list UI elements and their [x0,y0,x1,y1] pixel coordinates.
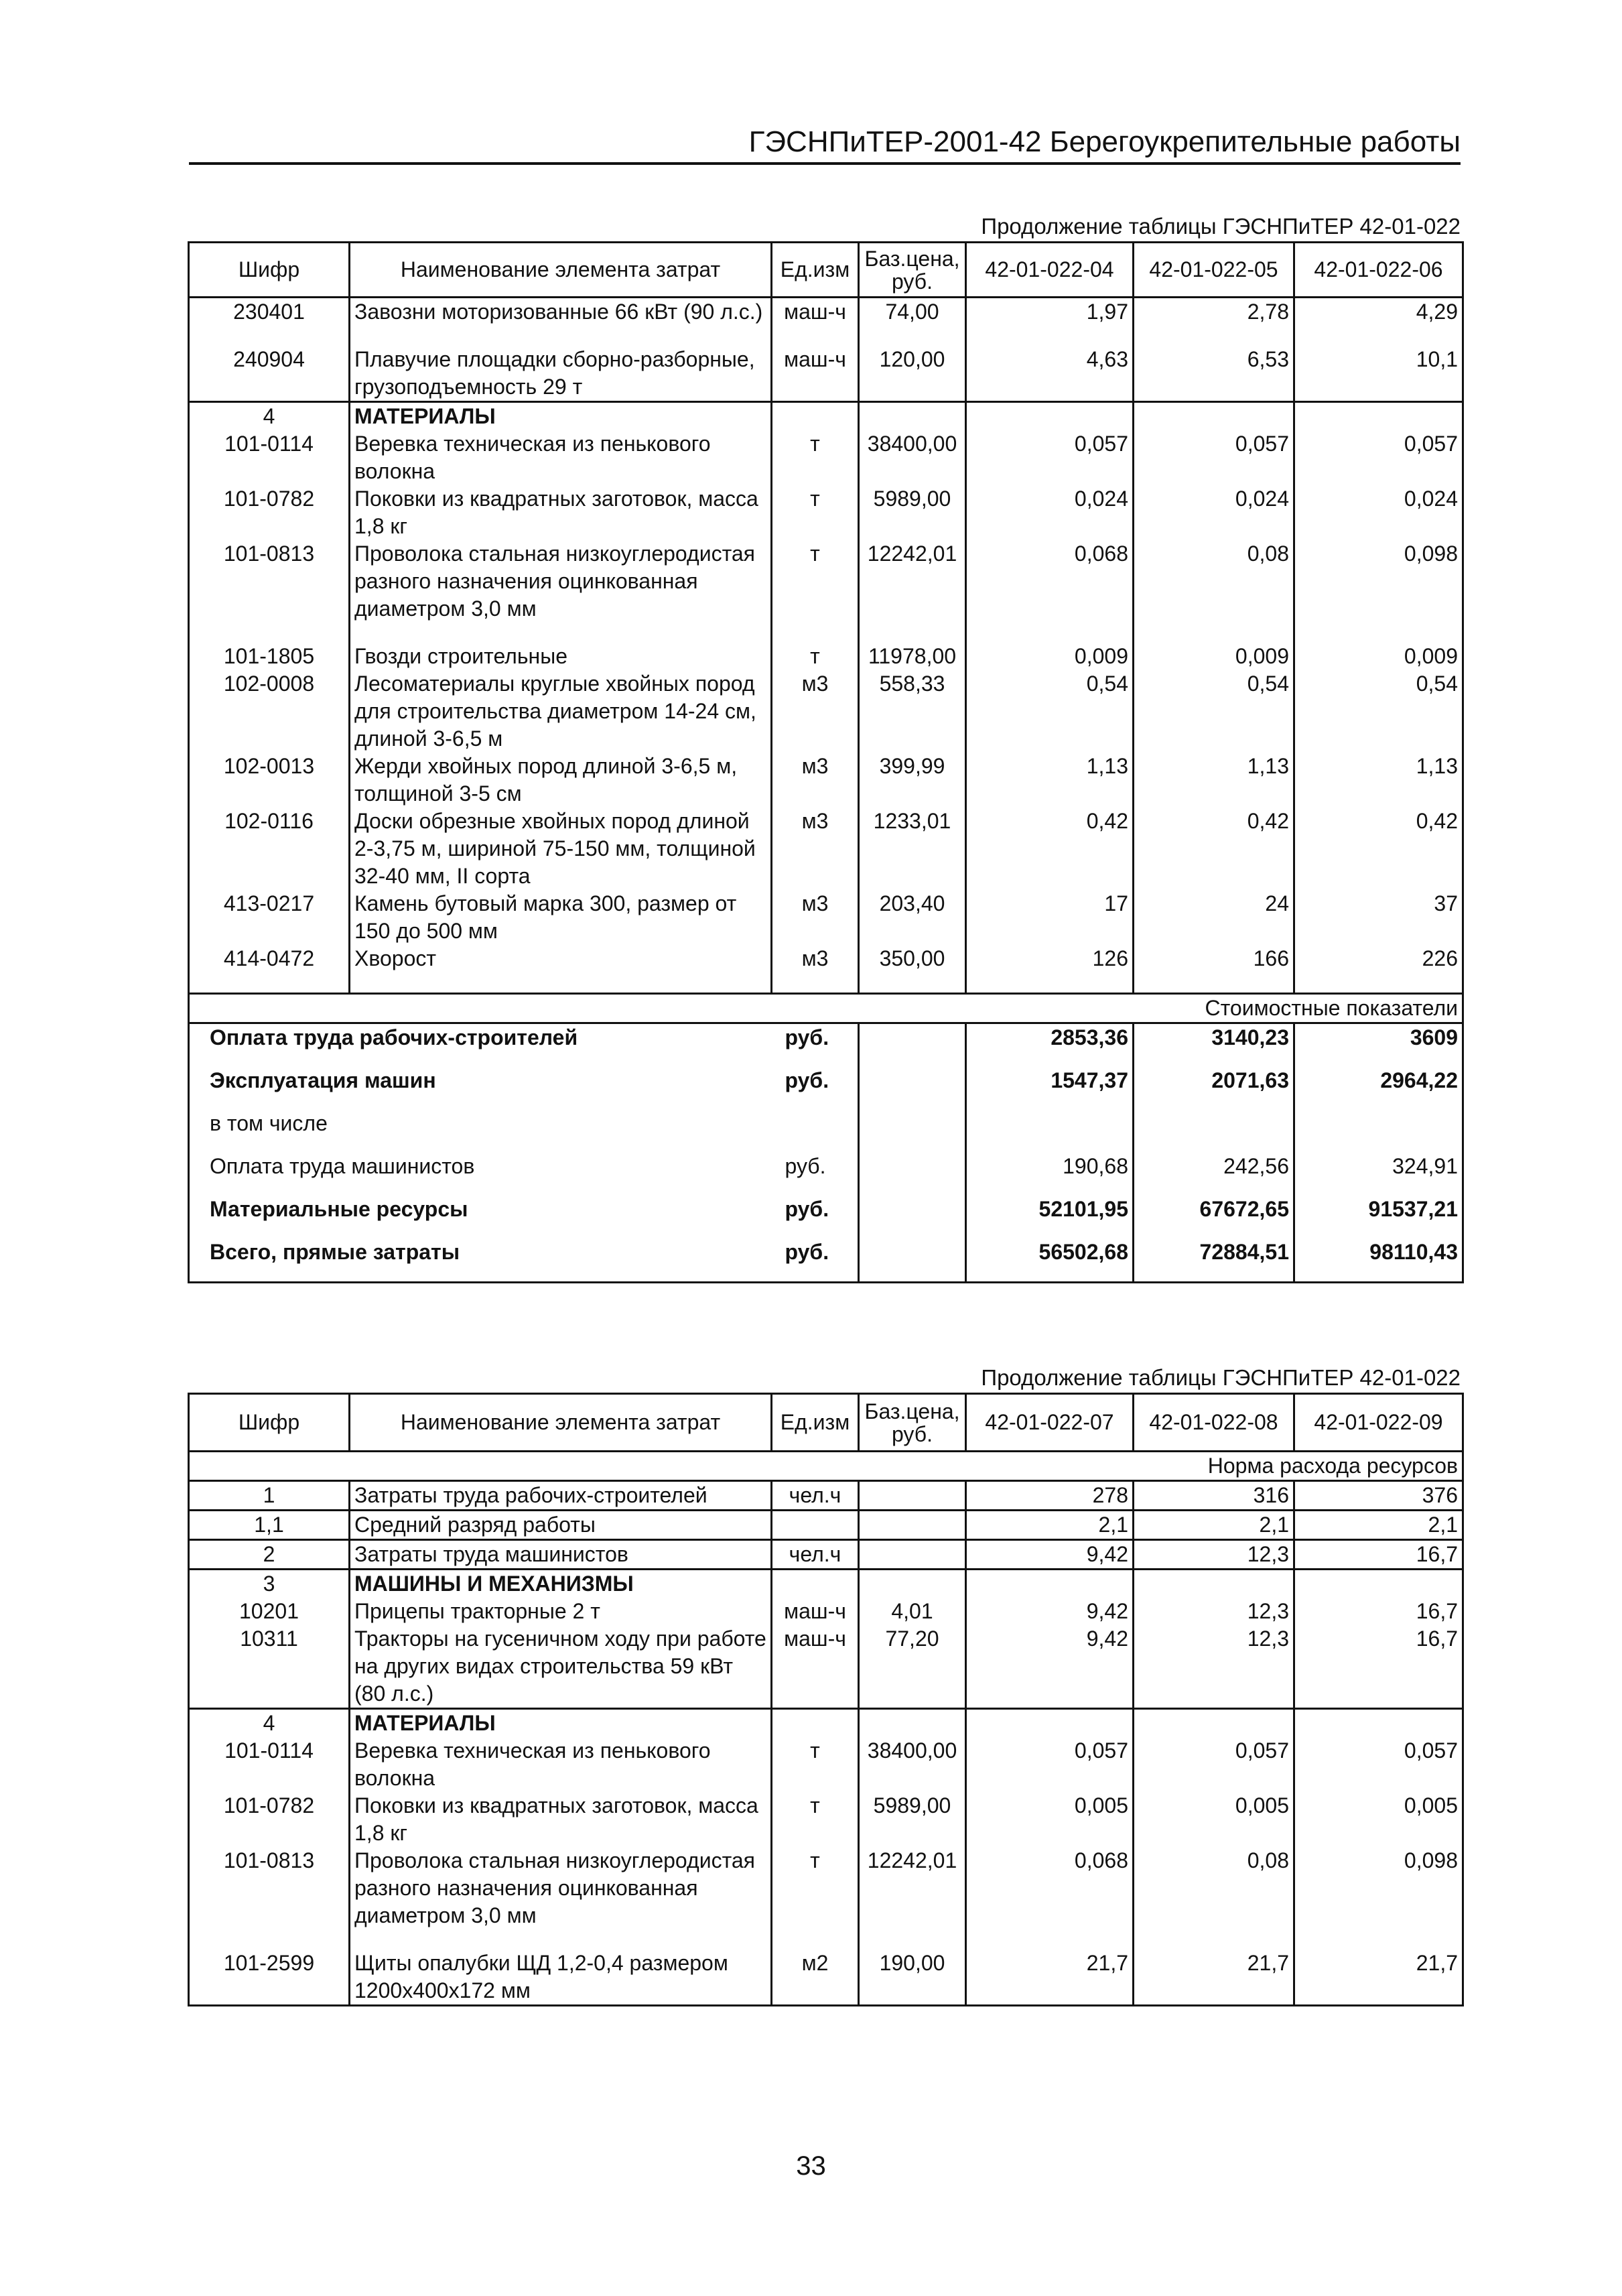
summary-row [189,1196,1463,1238]
name-cell: Проволока стальная низкоуглеродистая разного назначения оцинкованная диаметром 3,0 мм [350,540,772,623]
price-cell: 203,40 [859,890,966,945]
value-cell: 6,53 [1134,346,1294,402]
name-cell: Щиты опалубки ЩД 1,2-0,4 размером 1200х400х172 мм [350,1950,772,2006]
summary-value: 91537,21 [1294,1196,1463,1238]
table-row [189,430,1463,485]
summary-row [189,1238,1463,1283]
value-cell: 0,057 [966,430,1134,485]
summary-unit [772,1110,859,1153]
summary-value: 2853,36 [966,1023,1134,1068]
value-cell: 0,08 [1134,1847,1294,1929]
value-cell: 10,1 [1294,346,1463,402]
section-row [189,1709,1463,1738]
value-cell: 21,7 [966,1950,1134,2006]
section-row [189,1570,1463,1598]
value-cell: 16,7 [1294,1625,1463,1709]
value-cell: 226 [1294,945,1463,972]
code-cell: 102-0013 [189,753,350,808]
summary-value: 56502,68 [966,1238,1134,1283]
value-cell: 16,7 [1294,1540,1463,1570]
table2-caption: Продолжение таблицы ГЭСНПиТЕР 42-01-022 [981,1365,1461,1390]
value-cell: 12,3 [1134,1625,1294,1709]
unit-cell: маш-ч [772,298,859,326]
value-cell: 0,009 [966,643,1134,670]
table1-caption: Продолжение таблицы ГЭСНПиТЕР 42-01-022 [981,214,1461,239]
price-cell: 4,01 [859,1598,966,1625]
band-label: Стоимостные показатели [189,994,1463,1023]
unit-cell: чел.ч [772,1481,859,1511]
table-row [189,643,1463,670]
name-cell: Веревка техническая из пенькового волокна [350,430,772,485]
value-cell: 0,005 [1294,1792,1463,1847]
unit-cell: м3 [772,753,859,808]
value-cell: 0,009 [1134,643,1294,670]
summary-label: Всего, прямые затраты [189,1238,772,1283]
value-cell: 2,1 [966,1511,1134,1540]
value-cell: 166 [1134,945,1294,972]
price-cell: 77,20 [859,1625,966,1709]
column-header: Шифр [189,1394,350,1452]
value-cell: 2,78 [1134,298,1294,326]
section-code: 4 [189,402,350,431]
code-cell: 2 [189,1540,350,1570]
table-row [189,1625,1463,1709]
price-cell: 11978,00 [859,643,966,670]
table-row [189,808,1463,890]
table-row [189,485,1463,540]
table-row [189,540,1463,623]
summary-value: 324,91 [1294,1153,1463,1196]
column-header: 42-01-022-06 [1294,243,1463,298]
code-cell: 230401 [189,298,350,326]
summary-label: Эксплуатация машин [189,1067,772,1110]
value-cell: 0,024 [1134,485,1294,540]
table-row [189,670,1463,753]
summary-label: Материальные ресурсы [189,1196,772,1238]
name-cell: Поковки из квадратных заготовок, масса 1,8 кг [350,485,772,540]
name-cell: Поковки из квадратных заготовок, масса 1,8 кг [350,1792,772,1847]
price-cell: 12242,01 [859,1847,966,1929]
summary-value: 242,56 [1134,1153,1294,1196]
summary-value: 72884,51 [1134,1238,1294,1283]
value-cell: 24 [1134,890,1294,945]
value-cell: 17 [966,890,1134,945]
price-cell: 12242,01 [859,540,966,623]
summary-unit: руб. [772,1238,859,1283]
value-cell: 1,13 [1134,753,1294,808]
price-cell: 399,99 [859,753,966,808]
table-row [189,1481,1463,1511]
value-cell: 126 [966,945,1134,972]
table2 [188,1393,1464,2006]
value-cell: 1,13 [966,753,1134,808]
value-cell: 1,97 [966,298,1134,326]
unit-cell: т [772,1847,859,1929]
price-cell: 558,33 [859,670,966,753]
band-label: Норма расхода ресурсов [189,1452,1463,1481]
section-code: 3 [189,1570,350,1598]
table-row [189,1847,1463,1929]
name-cell: Доски обрезные хвойных пород длиной 2-3,75 м, шириной 75-150 мм, толщиной 32-40 мм, II сорта [350,808,772,890]
column-header: Наименование элемента затрат [350,1394,772,1452]
price-cell [859,1511,966,1540]
unit-cell: т [772,485,859,540]
summary-value: 3609 [1294,1023,1463,1068]
section-title: МАШИНЫ И МЕХАНИЗМЫ [350,1570,772,1598]
name-cell: Плавучие площадки сборно-разборные, грузоподъемность 29 т [350,346,772,402]
unit-cell: т [772,540,859,623]
value-cell: 0,005 [1134,1792,1294,1847]
price-cell: 5989,00 [859,485,966,540]
summary-value: 190,68 [966,1153,1134,1196]
code-cell: 1 [189,1481,350,1511]
summary-row [189,1023,1463,1068]
column-header: Баз.цена, руб. [859,1394,966,1452]
value-cell: 0,057 [1134,1737,1294,1792]
summary-row [189,1153,1463,1196]
value-cell: 0,057 [1134,430,1294,485]
section-title: МАТЕРИАЛЫ [350,1709,772,1738]
summary-unit: руб. [772,1153,859,1196]
value-cell: 278 [966,1481,1134,1511]
name-cell: Веревка техническая из пенькового волокна [350,1737,772,1792]
band-row [189,1452,1463,1481]
value-cell: 0,057 [966,1737,1134,1792]
summary-value: 1547,37 [966,1067,1134,1110]
price-cell: 350,00 [859,945,966,972]
code-cell: 101-0782 [189,485,350,540]
unit-cell: т [772,1737,859,1792]
column-header: Ед.изм [772,243,859,298]
summary-value: 67672,65 [1134,1196,1294,1238]
value-cell: 376 [1294,1481,1463,1511]
unit-cell: м3 [772,808,859,890]
name-cell: Завозни моторизованные 66 кВт (90 л.с.) [350,298,772,326]
value-cell: 0,42 [966,808,1134,890]
value-cell: 0,068 [966,540,1134,623]
value-cell: 16,7 [1294,1598,1463,1625]
table1 [188,241,1464,1283]
summary-unit: руб. [772,1023,859,1068]
value-cell: 1,13 [1294,753,1463,808]
code-cell: 413-0217 [189,890,350,945]
name-cell: Тракторы на гусеничном ходу при работе на других видах строительства 59 кВт (80 л.с.) [350,1625,772,1709]
section-row [189,402,1463,431]
name-cell: Хворост [350,945,772,972]
summary-label: Оплата труда машинистов [189,1153,772,1196]
code-cell: 101-0813 [189,1847,350,1929]
value-cell: 0,08 [1134,540,1294,623]
unit-cell: м3 [772,670,859,753]
price-cell: 190,00 [859,1950,966,2006]
summary-value: 3140,23 [1134,1023,1294,1068]
table-row [189,1950,1463,2006]
code-cell: 1,1 [189,1511,350,1540]
table-row [189,1792,1463,1847]
unit-cell: т [772,430,859,485]
column-header: 42-01-022-04 [966,243,1134,298]
value-cell: 21,7 [1294,1950,1463,2006]
value-cell: 12,3 [1134,1540,1294,1570]
value-cell: 0,024 [1294,485,1463,540]
code-cell: 414-0472 [189,945,350,972]
value-cell: 0,42 [1294,808,1463,890]
code-cell: 102-0008 [189,670,350,753]
summary-label: Оплата труда рабочих-строителей [189,1023,772,1068]
price-cell [859,1540,966,1570]
value-cell: 0,098 [1294,1847,1463,1929]
name-cell: Затраты труда машинистов [350,1540,772,1570]
section-code: 4 [189,1709,350,1738]
table-row [189,298,1463,326]
summary-value [1134,1110,1294,1153]
table-row [189,1598,1463,1625]
unit-cell: т [772,1792,859,1847]
price-cell: 1233,01 [859,808,966,890]
value-cell: 12,3 [1134,1598,1294,1625]
value-cell: 0,42 [1134,808,1294,890]
table-row [189,1511,1463,1540]
column-header: Ед.изм [772,1394,859,1452]
summary-value [1294,1110,1463,1153]
value-cell: 0,54 [966,670,1134,753]
value-cell: 0,54 [1134,670,1294,753]
name-cell: Жерди хвойных пород длиной 3-6,5 м, толщиной 3-5 см [350,753,772,808]
code-cell: 240904 [189,346,350,402]
code-cell: 10311 [189,1625,350,1709]
code-cell: 101-0813 [189,540,350,623]
table-row [189,945,1463,972]
summary-value: 2071,63 [1134,1067,1294,1110]
value-cell: 0,024 [966,485,1134,540]
unit-cell: м3 [772,945,859,972]
price-cell: 38400,00 [859,1737,966,1792]
unit-cell: маш-ч [772,346,859,402]
unit-cell: маш-ч [772,1598,859,1625]
code-cell: 101-1805 [189,643,350,670]
unit-cell: м2 [772,1950,859,2006]
name-cell: Лесоматериалы круглые хвойных пород для строительства диаметром 14-24 см, длиной 3-6,5 м [350,670,772,753]
name-cell: Гвозди строительные [350,643,772,670]
table-row [189,1737,1463,1792]
column-header: 42-01-022-09 [1294,1394,1463,1452]
code-cell: 102-0116 [189,808,350,890]
unit-cell: чел.ч [772,1540,859,1570]
summary-label: в том числе [189,1110,772,1153]
name-cell: Затраты труда рабочих-строителей [350,1481,772,1511]
band-row [189,994,1463,1023]
code-cell: 10201 [189,1598,350,1625]
value-cell: 316 [1134,1481,1294,1511]
page-number: 33 [796,2151,826,2181]
summary-value: 2964,22 [1294,1067,1463,1110]
table-row [189,1540,1463,1570]
price-cell: 38400,00 [859,430,966,485]
value-cell: 0,057 [1294,1737,1463,1792]
running-title: ГЭСНПиТЕР-2001-42 Берегоукрепительные работы [189,123,1461,165]
column-header: 42-01-022-05 [1134,243,1294,298]
column-header: 42-01-022-07 [966,1394,1134,1452]
column-header: Наименование элемента затрат [350,243,772,298]
value-cell: 9,42 [966,1625,1134,1709]
summary-unit: руб. [772,1196,859,1238]
value-cell: 9,42 [966,1540,1134,1570]
value-cell: 9,42 [966,1598,1134,1625]
section-title: МАТЕРИАЛЫ [350,402,772,431]
value-cell: 2,1 [1134,1511,1294,1540]
summary-value [966,1110,1134,1153]
column-header: Шифр [189,243,350,298]
name-cell: Прицепы тракторные 2 т [350,1598,772,1625]
price-cell: 120,00 [859,346,966,402]
value-cell: 4,63 [966,346,1134,402]
table-row [189,346,1463,402]
column-header: Баз.цена, руб. [859,243,966,298]
price-cell: 74,00 [859,298,966,326]
code-cell: 101-0114 [189,430,350,485]
value-cell: 0,005 [966,1792,1134,1847]
code-cell: 101-0114 [189,1737,350,1792]
unit-cell: т [772,643,859,670]
name-cell: Камень бутовый марка 300, размер от 150 до 500 мм [350,890,772,945]
value-cell: 21,7 [1134,1950,1294,2006]
table-row [189,890,1463,945]
price-cell: 5989,00 [859,1792,966,1847]
value-cell: 0,098 [1294,540,1463,623]
unit-cell [772,1511,859,1540]
summary-unit: руб. [772,1067,859,1110]
code-cell: 101-2599 [189,1950,350,2006]
unit-cell: маш-ч [772,1625,859,1709]
table-row [189,753,1463,808]
summary-value: 52101,95 [966,1196,1134,1238]
name-cell: Средний разряд работы [350,1511,772,1540]
value-cell: 0,068 [966,1847,1134,1929]
value-cell: 0,54 [1294,670,1463,753]
summary-row [189,1067,1463,1110]
value-cell: 37 [1294,890,1463,945]
summary-row [189,1110,1463,1153]
value-cell: 0,057 [1294,430,1463,485]
value-cell: 2,1 [1294,1511,1463,1540]
column-header: 42-01-022-08 [1134,1394,1294,1452]
code-cell: 101-0782 [189,1792,350,1847]
summary-value: 98110,43 [1294,1238,1463,1283]
unit-cell: м3 [772,890,859,945]
price-cell [859,1481,966,1511]
value-cell: 0,009 [1294,643,1463,670]
name-cell: Проволока стальная низкоуглеродистая разного назначения оцинкованная диаметром 3,0 мм [350,1847,772,1929]
value-cell: 4,29 [1294,298,1463,326]
